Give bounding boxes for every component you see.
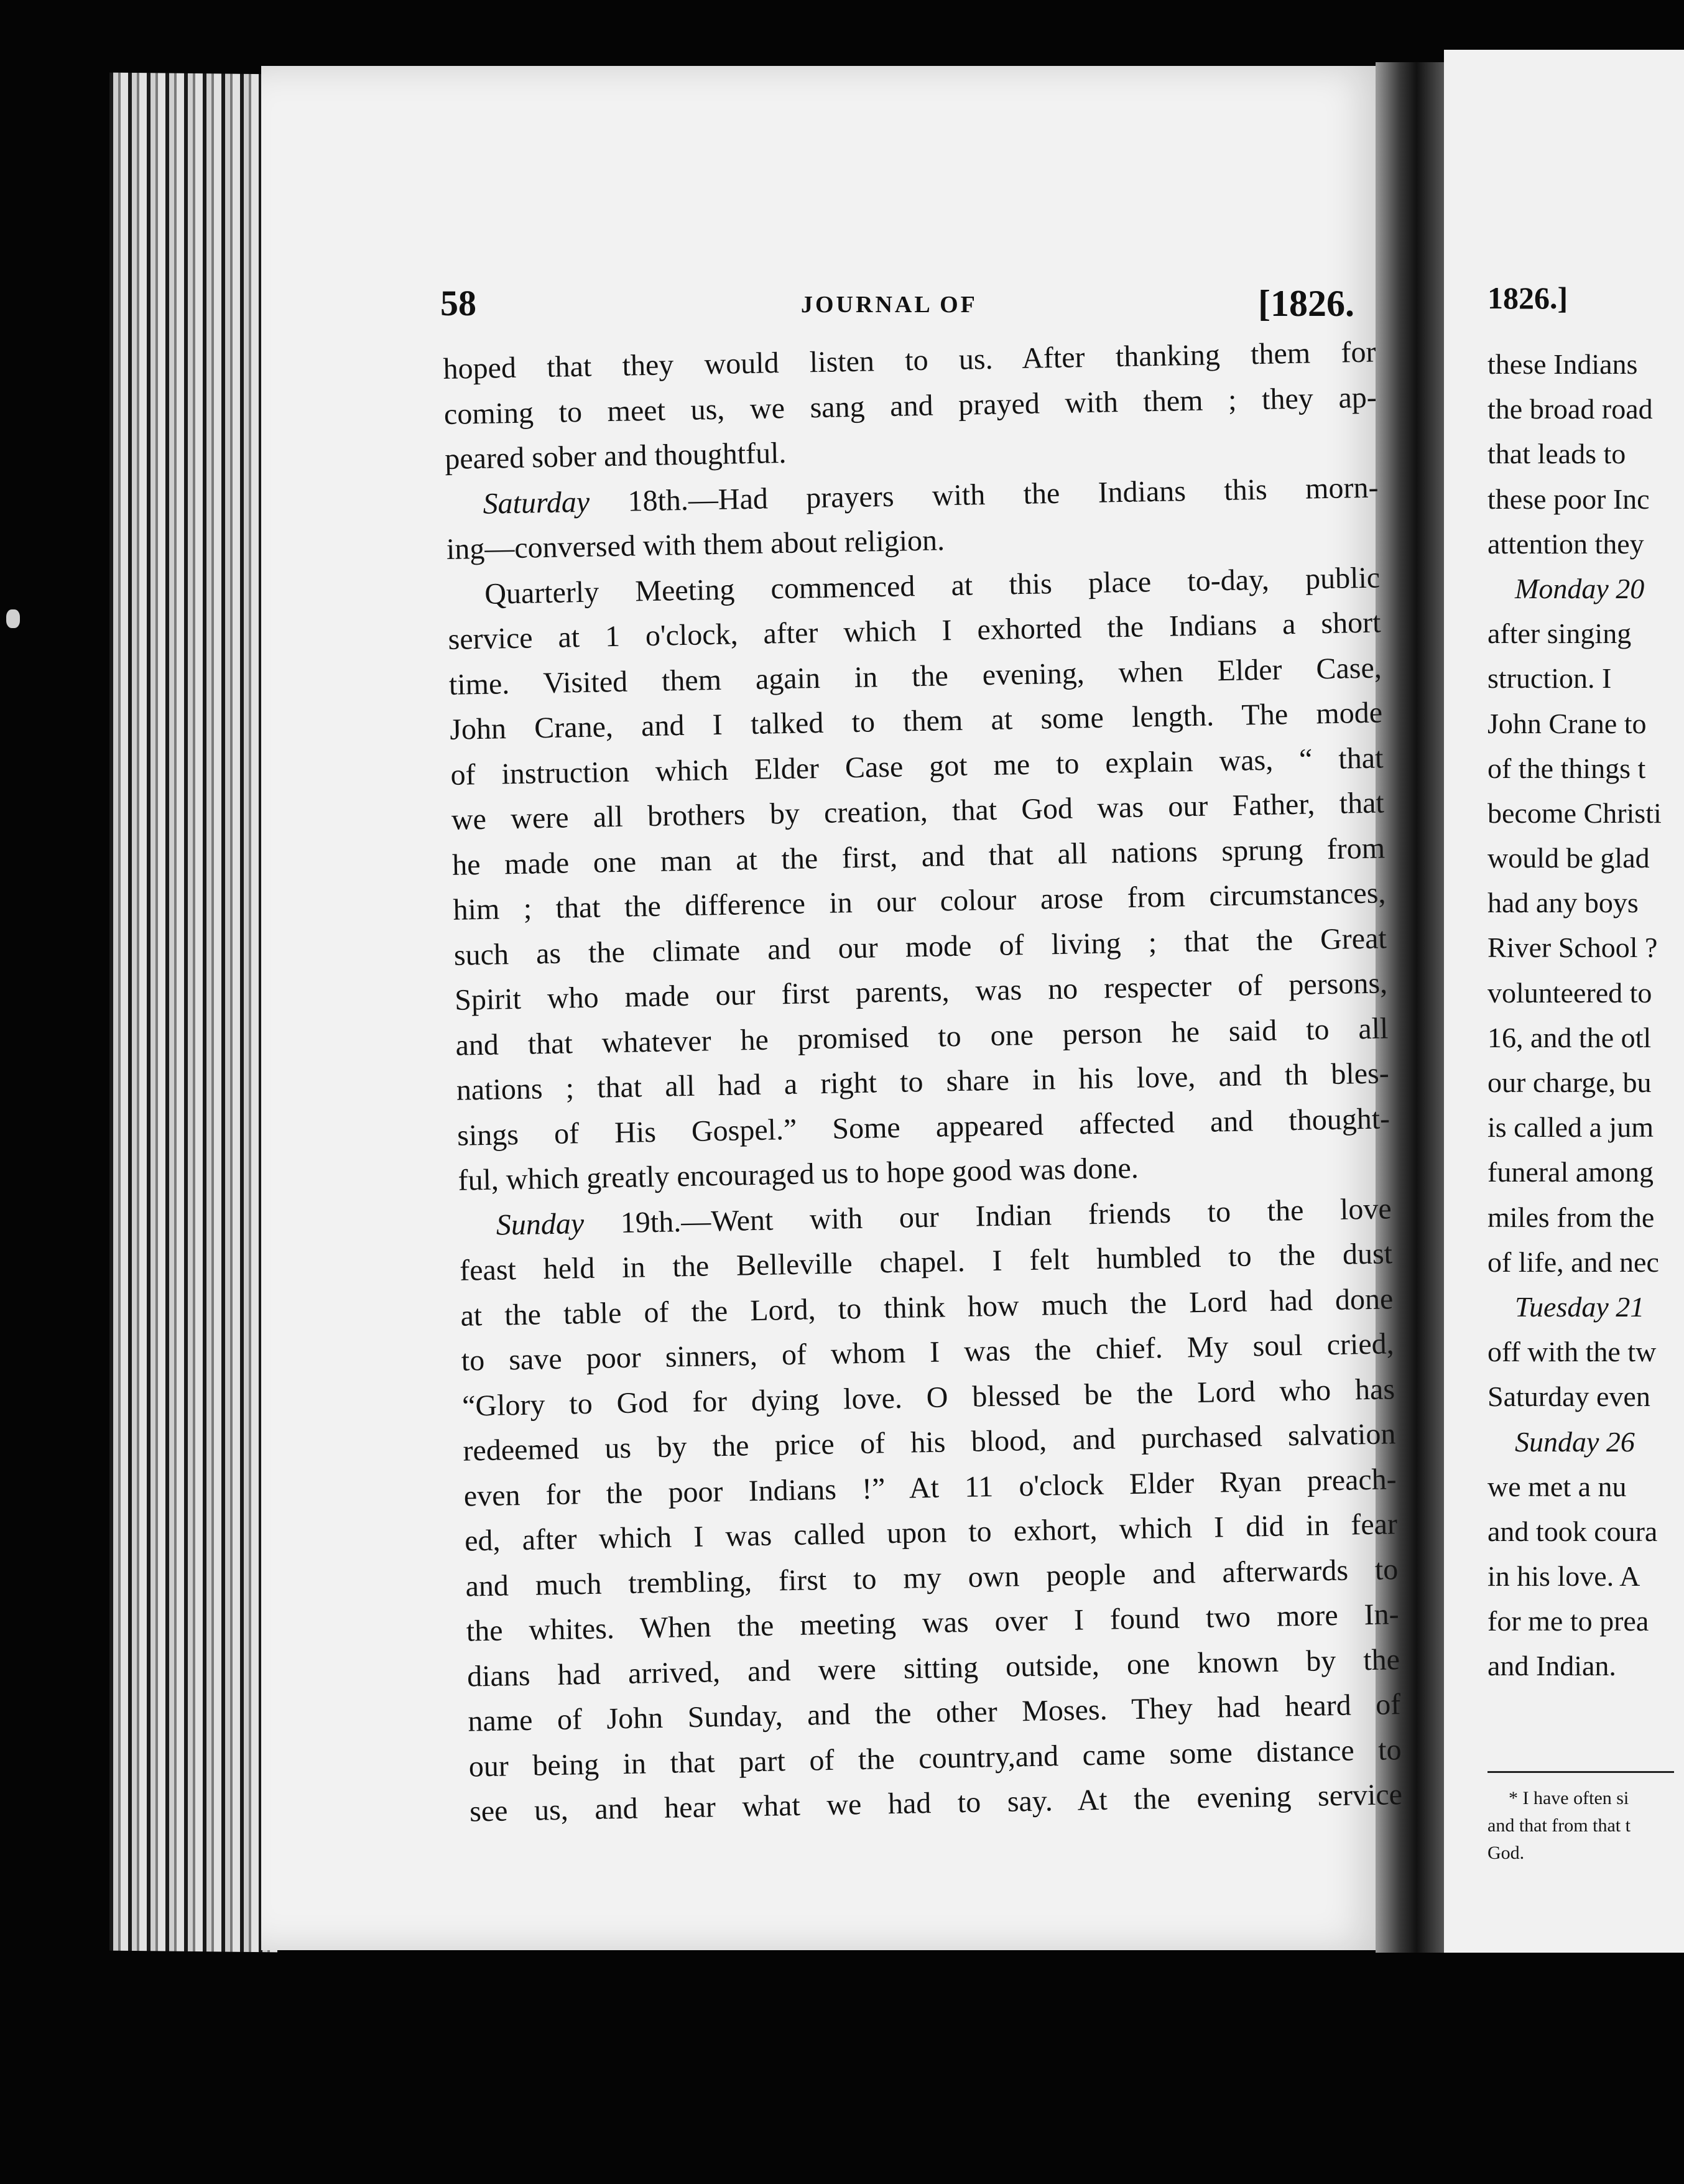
right-text-line: Tuesday 21 bbox=[1515, 1290, 1645, 1323]
text-line: and much trembling, first to my own people and afterwards to bbox=[465, 1552, 1399, 1603]
right-text-line: would be glad bbox=[1487, 842, 1650, 874]
text-line: sings of His Gospel.” Some appeared affected and thought- bbox=[456, 1101, 1390, 1152]
text-line: Quarterly Meeting commenced at this place to-day, public bbox=[484, 560, 1381, 611]
text-line: ing—conversed with them about religion. bbox=[446, 524, 945, 566]
text-line: peared sober and thoughtful. bbox=[444, 436, 787, 476]
text-line: coming to meet us, we sang and prayed with them ; they ap- bbox=[443, 380, 1377, 431]
text-line: name of John Sunday, and the other Moses. They had heard of bbox=[468, 1688, 1401, 1738]
text-line: hoped that they would listen to us. After thanking them for bbox=[443, 335, 1376, 386]
right-text-line: we met a nu bbox=[1487, 1470, 1627, 1502]
right-text-line: attention they bbox=[1487, 527, 1644, 560]
right-text-line: John Crane to bbox=[1487, 707, 1647, 739]
right-text-line: struction. I bbox=[1487, 662, 1612, 695]
right-text-line: of the things t bbox=[1487, 752, 1646, 784]
text-line: see us, and hear what we had to say. At the evening service bbox=[469, 1778, 1403, 1828]
footnote-line: God. bbox=[1487, 1843, 1525, 1863]
page-edges bbox=[109, 73, 277, 1953]
right-text-line: and took coura bbox=[1487, 1515, 1658, 1547]
footnote-line: and that from that t bbox=[1487, 1815, 1631, 1836]
right-text-line: these Indians bbox=[1487, 348, 1638, 380]
right-text-line: in his love. A bbox=[1487, 1560, 1640, 1593]
right-text-line: River School ? bbox=[1487, 932, 1658, 964]
text-line: dians had arrived, and were sitting outside, one known by the bbox=[466, 1642, 1400, 1693]
text-line: and that whatever he promised to one person he said to all bbox=[455, 1011, 1389, 1062]
text-line: him ; that the difference in our colour arose from circumstances, bbox=[453, 876, 1386, 927]
entry-day-name: Sunday bbox=[496, 1206, 585, 1242]
text-line: we were all brothers by creation, that God was our Father, that bbox=[451, 786, 1385, 836]
text-line: such as the climate and our mode of living ; that the Great bbox=[453, 921, 1387, 972]
right-text-line: after singing bbox=[1487, 618, 1632, 650]
right-page bbox=[1444, 50, 1684, 1953]
right-text-line: of life, and nec bbox=[1487, 1246, 1659, 1278]
right-text-line: Saturday even bbox=[1487, 1381, 1650, 1413]
running-title: JOURNAL OF bbox=[801, 292, 978, 318]
text-line: our being in that part of the country,and came some distance to bbox=[468, 1733, 1402, 1784]
right-text-line: miles from the bbox=[1487, 1201, 1655, 1233]
right-text-line: volunteered to bbox=[1487, 976, 1652, 1009]
text-line: at the table of the Lord, to think how much the Lord had done bbox=[460, 1282, 1394, 1333]
text-line: “Glory to God for dying love. O blessed be the Lord who has bbox=[461, 1372, 1395, 1423]
right-text-line: become Christi bbox=[1487, 797, 1662, 829]
text-line: he made one man at the first, and that all nations sprung from bbox=[451, 831, 1386, 882]
right-text-line: off with the tw bbox=[1487, 1336, 1657, 1368]
right-text-line: these poor Inc bbox=[1487, 483, 1650, 515]
text-line: Saturday 18th.—Had prayers with the Indians this morn- bbox=[483, 470, 1379, 521]
page-number: 58 bbox=[440, 283, 476, 323]
text-line: nations ; that all had a right to share in his love, and th bles- bbox=[456, 1057, 1390, 1107]
text-line: even for the poor Indians !” At 11 o'clock Elder Ryan preach- bbox=[463, 1462, 1397, 1513]
text-line: time. Visited them again in the evening, when Elder Case, bbox=[448, 650, 1382, 701]
text-line: ed, after which I was called upon to exhort, which I did in fear bbox=[464, 1507, 1398, 1558]
text-line: Sunday 19th.—Went with our Indian friends to the love bbox=[496, 1191, 1392, 1242]
right-running-year: 1826.] bbox=[1487, 280, 1568, 315]
text-line: Spirit who made our first parents, was no respecter of persons, bbox=[454, 966, 1388, 1017]
running-head bbox=[440, 282, 1354, 332]
text-line: service at 1 o'clock, after which I exhorted the Indians a short bbox=[448, 606, 1381, 656]
footnote bbox=[1487, 1785, 1684, 1867]
right-text-line: and Indian. bbox=[1487, 1650, 1616, 1682]
right-text-line: funeral among bbox=[1487, 1156, 1654, 1188]
right-text-line: that leads to bbox=[1487, 438, 1626, 470]
text-line: ful, which greatly encouraged us to hope good was done. bbox=[458, 1151, 1139, 1197]
right-text-line: for me to prea bbox=[1487, 1605, 1649, 1637]
scan-speck bbox=[6, 609, 20, 628]
right-text-line: Sunday 26 bbox=[1515, 1425, 1635, 1458]
text-line: feast held in the Belleville chapel. I felt humbled to the dust bbox=[459, 1237, 1393, 1287]
left-text-body bbox=[443, 330, 1403, 1835]
entry-day-name: Saturday bbox=[483, 485, 590, 521]
running-year: [1826. bbox=[1258, 283, 1354, 324]
right-text-line: had any boys bbox=[1487, 887, 1639, 919]
right-text-body bbox=[1487, 342, 1684, 1689]
text-line: of instruction which Elder Case got me to explain was, “ that bbox=[450, 741, 1384, 792]
footnote-line: * I have often si bbox=[1509, 1788, 1629, 1808]
right-text-line: is called a jum bbox=[1487, 1111, 1654, 1144]
text-line: to save poor sinners, of whom I was the chief. My soul cried, bbox=[461, 1327, 1395, 1377]
text-line: John Crane, and I talked to them at some length. The mode bbox=[449, 696, 1383, 746]
text-line: redeemed us by the price of his blood, and purchased salvation bbox=[463, 1417, 1396, 1468]
right-text-line: the broad road bbox=[1487, 393, 1653, 425]
footnote-rule bbox=[1487, 1771, 1674, 1773]
right-text-line: Monday 20 bbox=[1515, 572, 1645, 604]
text-line: the whites. When the meeting was over I found two more In- bbox=[466, 1598, 1400, 1648]
right-text-line: 16, and the otl bbox=[1487, 1021, 1652, 1053]
right-text-line: our charge, bu bbox=[1487, 1067, 1652, 1098]
